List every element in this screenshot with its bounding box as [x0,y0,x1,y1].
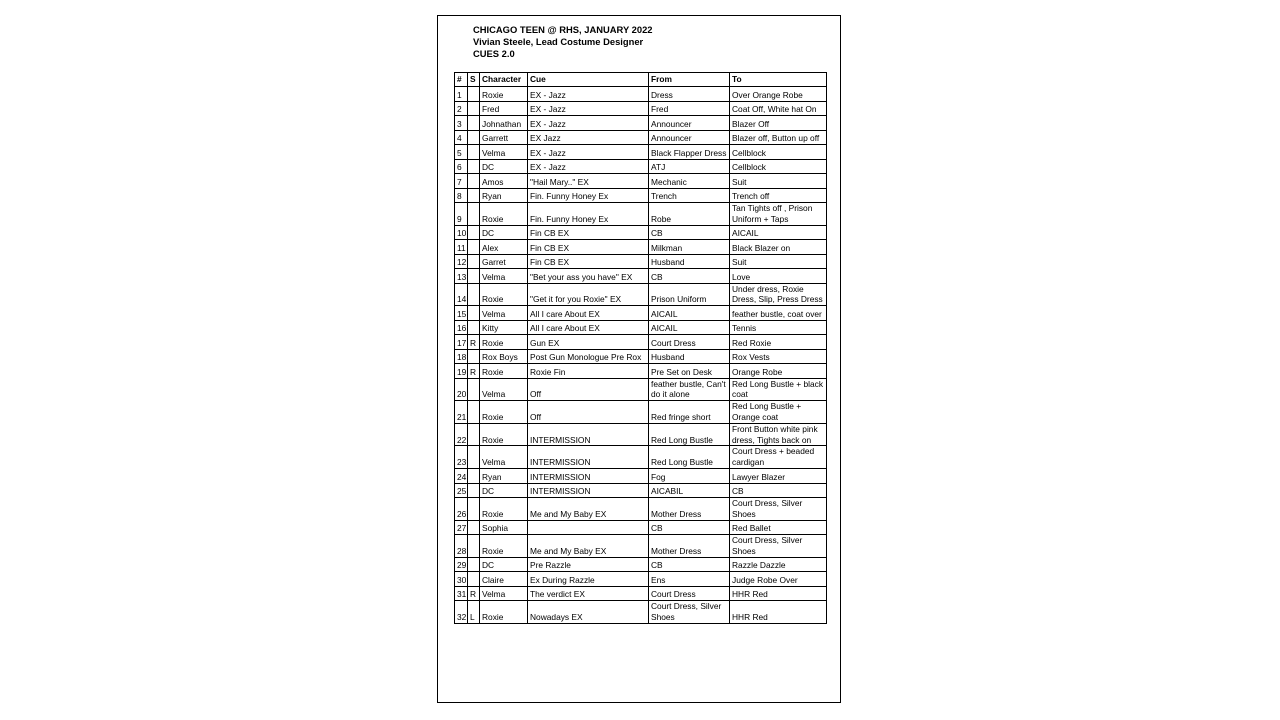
table-row [455,520,827,535]
table-row [455,572,827,587]
table-row [455,535,827,558]
column-header-cue: Cue [528,73,649,87]
cell-cue: Post Gun Monologue Pre Rox [528,349,649,364]
document-title: CHICAGO TEEN @ RHS, JANUARY 2022 [473,24,653,35]
cell-side [468,320,480,335]
cell-from: Red Long Bustle [649,446,730,469]
cell-character: Ryan [480,469,528,484]
column-header-from: From [649,73,730,87]
cell-side [468,469,480,484]
cell-to: Love [730,269,827,284]
cell-number: 19 [455,364,468,379]
cell-side [468,483,480,498]
cell-to: Red Long Bustle + Orange coat [730,401,827,424]
cell-to: feather bustle, coat over [730,306,827,321]
document-page [437,15,841,703]
table-row [455,101,827,116]
cell-character: Roxie [480,283,528,306]
cell-to: Trench off [730,188,827,203]
column-header-number: # [455,73,468,87]
column-header-character: Character [480,73,528,87]
cell-to: Red Long Bustle + black coat [730,378,827,401]
table-body [455,87,827,624]
cell-from: Red Long Bustle [649,423,730,446]
cell-from: CB [649,225,730,240]
cell-character: DC [480,483,528,498]
cell-character: Roxie [480,203,528,226]
cell-side [468,269,480,284]
table-row [455,240,827,255]
cell-number: 3 [455,116,468,131]
cell-to: Cellblock [730,145,827,160]
table-row [455,401,827,424]
cell-number: 27 [455,520,468,535]
cell-number: 28 [455,535,468,558]
cell-number: 14 [455,283,468,306]
cell-side [468,423,480,446]
cell-side: R [468,364,480,379]
table-row [455,320,827,335]
cue-table [454,72,827,624]
cell-from: CB [649,269,730,284]
cell-character: Velma [480,306,528,321]
cell-side: L [468,601,480,624]
cell-side [468,557,480,572]
cell-to: AICAIL [730,225,827,240]
cell-to: Blazer Off [730,116,827,131]
cell-cue: EX - Jazz [528,116,649,131]
table-row [455,87,827,102]
table-row [455,225,827,240]
cell-to: Red Roxie [730,335,827,350]
cell-from: Mechanic [649,174,730,189]
cell-number: 4 [455,130,468,145]
cell-to: Tan Tights off , Prison Uniform + Taps [730,203,827,226]
cell-from: CB [649,557,730,572]
cell-side [468,87,480,102]
cell-cue: Off [528,378,649,401]
cell-from: Court Dress [649,586,730,601]
cell-from: ATJ [649,159,730,174]
cell-cue: The verdict EX [528,586,649,601]
cell-number: 6 [455,159,468,174]
table-row [455,159,827,174]
cell-character: Velma [480,378,528,401]
table-row [455,469,827,484]
table-row [455,423,827,446]
cell-to: Court Dress, Silver Shoes [730,498,827,521]
cell-character: Roxie [480,364,528,379]
cell-to: Rox Vests [730,349,827,364]
cell-cue: Roxie Fin [528,364,649,379]
cell-side [468,203,480,226]
cell-number: 1 [455,87,468,102]
table-row [455,349,827,364]
cell-side [468,130,480,145]
cell-from: Mother Dress [649,498,730,521]
cell-cue: INTERMISSION [528,483,649,498]
cell-character: Kitty [480,320,528,335]
cell-side [468,572,480,587]
cell-to: Under dress, Roxie Dress, Slip, Press Dress [730,283,827,306]
cell-character: Roxie [480,498,528,521]
cell-character: Claire [480,572,528,587]
cell-character: Sophia [480,520,528,535]
cell-side [468,225,480,240]
cell-to: Lawyer Blazer [730,469,827,484]
cell-side [468,159,480,174]
cell-cue: "Bet your ass you have" EX [528,269,649,284]
cell-number: 9 [455,203,468,226]
cell-character: Roxie [480,335,528,350]
cell-from: Court Dress [649,335,730,350]
cell-character: Roxie [480,401,528,424]
table-row [455,364,827,379]
cell-from: AICABIL [649,483,730,498]
cell-character: Velma [480,269,528,284]
cell-cue: INTERMISSION [528,446,649,469]
cell-character: Johnathan [480,116,528,131]
cell-number: 21 [455,401,468,424]
table-row [455,557,827,572]
cell-cue: Off [528,401,649,424]
cell-number: 12 [455,254,468,269]
cell-cue: "Get it for you Roxie" EX [528,283,649,306]
table-row [455,269,827,284]
cell-number: 17 [455,335,468,350]
cell-character: Rox Boys [480,349,528,364]
cell-from: Milkman [649,240,730,255]
cell-to: HHR Red [730,601,827,624]
cell-from: Court Dress, Silver Shoes [649,601,730,624]
cell-from: AICAIL [649,306,730,321]
cell-cue: Fin CB EX [528,240,649,255]
cell-to: Razzle Dazzle [730,557,827,572]
cell-cue: Me and My Baby EX [528,498,649,521]
cell-from: Announcer [649,130,730,145]
cell-to: Over Orange Robe [730,87,827,102]
cell-character: Alex [480,240,528,255]
table-row [455,130,827,145]
table-row [455,306,827,321]
table-row [455,174,827,189]
cell-character: DC [480,225,528,240]
cell-to: Court Dress + beaded cardigan [730,446,827,469]
cell-character: Velma [480,145,528,160]
cell-to: Suit [730,254,827,269]
cell-number: 8 [455,188,468,203]
cell-from: Ens [649,572,730,587]
cell-cue: EX Jazz [528,130,649,145]
cell-side [468,145,480,160]
cell-cue: INTERMISSION [528,469,649,484]
cell-cue [528,520,649,535]
cell-cue: INTERMISSION [528,423,649,446]
cell-number: 32 [455,601,468,624]
cell-side [468,283,480,306]
cell-number: 29 [455,557,468,572]
cell-cue: Me and My Baby EX [528,535,649,558]
cell-to: Red Ballet [730,520,827,535]
cell-number: 31 [455,586,468,601]
table-row [455,145,827,160]
table-row [455,601,827,624]
cell-number: 7 [455,174,468,189]
table-row [455,378,827,401]
cell-to: Court Dress, Silver Shoes [730,535,827,558]
cell-cue: Fin CB EX [528,225,649,240]
cell-character: Garret [480,254,528,269]
cell-side [468,446,480,469]
cell-side [468,520,480,535]
cell-number: 13 [455,269,468,284]
cell-character: Roxie [480,601,528,624]
cell-cue: EX - Jazz [528,159,649,174]
cell-number: 15 [455,306,468,321]
cell-side [468,306,480,321]
cell-side [468,401,480,424]
cell-to: HHR Red [730,586,827,601]
cell-character: Amos [480,174,528,189]
cell-to: Coat Off, White hat On [730,101,827,116]
cell-character: Ryan [480,188,528,203]
cell-cue: EX - Jazz [528,87,649,102]
cell-number: 5 [455,145,468,160]
cell-to: Front Button white pink dress, Tights back on [730,423,827,446]
cell-from: Black Flapper Dress [649,145,730,160]
cell-side [468,174,480,189]
cell-character: Velma [480,586,528,601]
cell-cue: EX - Jazz [528,101,649,116]
table-row [455,586,827,601]
cell-from: Mother Dress [649,535,730,558]
cell-number: 11 [455,240,468,255]
cell-cue: All I care About EX [528,320,649,335]
table-row [455,498,827,521]
cell-from: Dress [649,87,730,102]
cell-from: Red fringe short [649,401,730,424]
document-header [473,24,653,60]
cell-from: Trench [649,188,730,203]
table-row [455,335,827,350]
cell-side [468,116,480,131]
cell-number: 2 [455,101,468,116]
cell-from: Announcer [649,116,730,131]
table-row [455,254,827,269]
cell-to: CB [730,483,827,498]
table-row [455,483,827,498]
cell-cue: Fin CB EX [528,254,649,269]
column-header-side: S [468,73,480,87]
column-header-to: To [730,73,827,87]
cell-cue: Fin. Funny Honey Ex [528,203,649,226]
table-row [455,283,827,306]
cell-character: Fred [480,101,528,116]
cell-number: 23 [455,446,468,469]
cell-side [468,254,480,269]
cell-from: feather bustle, Can't do it alone [649,378,730,401]
cell-to: Black Blazer on [730,240,827,255]
cell-side [468,349,480,364]
table-header-row [455,73,827,87]
table-row [455,116,827,131]
cell-side: R [468,335,480,350]
document-designer-line: Vivian Steele, Lead Costume Designer [473,36,644,47]
cell-from: Husband [649,254,730,269]
cell-to: Tennis [730,320,827,335]
cell-character: Velma [480,446,528,469]
cell-side [468,535,480,558]
cell-from: Robe [649,203,730,226]
table-row [455,188,827,203]
cell-character: Roxie [480,87,528,102]
cell-number: 30 [455,572,468,587]
cell-character: DC [480,557,528,572]
cell-number: 18 [455,349,468,364]
cell-side [468,101,480,116]
cell-side [468,240,480,255]
cell-side: R [468,586,480,601]
cell-number: 20 [455,378,468,401]
cell-number: 16 [455,320,468,335]
cell-cue: "Hail Mary.." EX [528,174,649,189]
cell-number: 10 [455,225,468,240]
cell-cue: All I care About EX [528,306,649,321]
cell-to: Judge Robe Over [730,572,827,587]
cell-to: Suit [730,174,827,189]
cell-character: Roxie [480,423,528,446]
cell-number: 24 [455,469,468,484]
cell-number: 26 [455,498,468,521]
cell-cue: Fin. Funny Honey Ex [528,188,649,203]
cell-side [468,498,480,521]
cell-cue: Ex During Razzle [528,572,649,587]
cell-to: Orange Robe [730,364,827,379]
cell-from: Fred [649,101,730,116]
cell-cue: EX - Jazz [528,145,649,160]
cell-character: DC [480,159,528,174]
cell-cue: Gun EX [528,335,649,350]
cell-character: Garrett [480,130,528,145]
document-version-line: CUES 2.0 [473,48,515,59]
cell-to: Cellblock [730,159,827,174]
cell-character: Roxie [480,535,528,558]
cell-number: 25 [455,483,468,498]
cell-from: CB [649,520,730,535]
cell-from: Prison Uniform [649,283,730,306]
table-row [455,446,827,469]
table-row [455,203,827,226]
cell-cue: Nowadays EX [528,601,649,624]
cell-from: Fog [649,469,730,484]
cell-side [468,188,480,203]
cell-to: Blazer off, Button up off [730,130,827,145]
cell-number: 22 [455,423,468,446]
cell-from: Husband [649,349,730,364]
cell-cue: Pre Razzle [528,557,649,572]
cell-side [468,378,480,401]
cell-from: Pre Set on Desk [649,364,730,379]
cell-from: AICAIL [649,320,730,335]
